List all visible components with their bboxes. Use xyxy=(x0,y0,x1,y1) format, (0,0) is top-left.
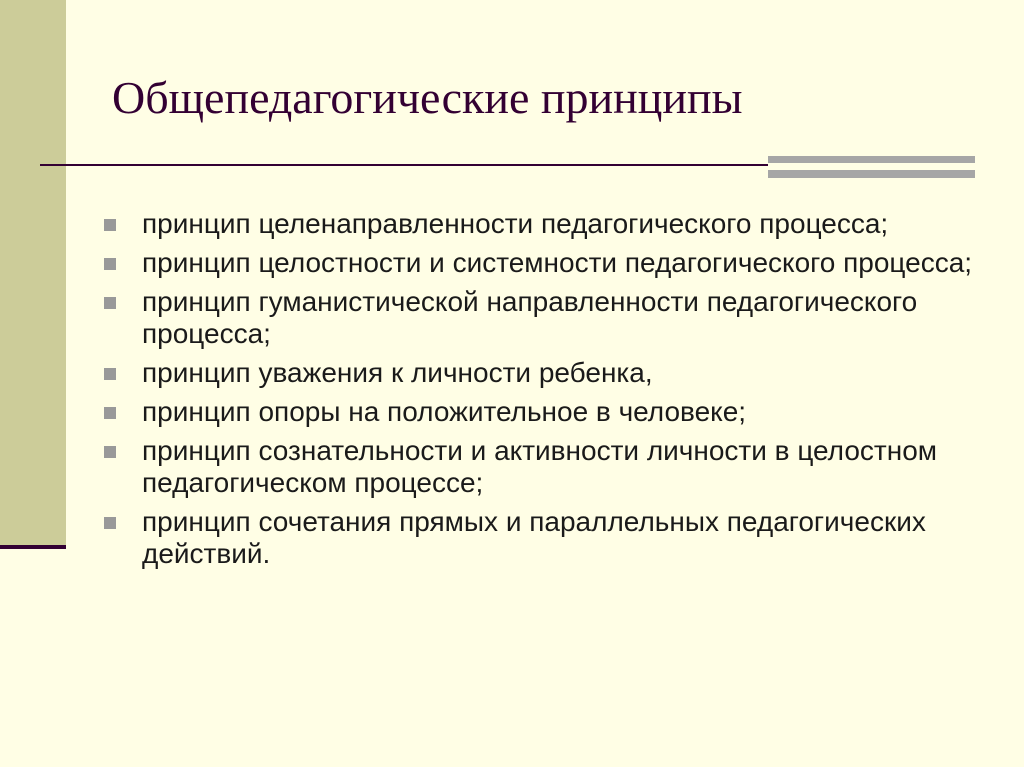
left-bar-underline xyxy=(0,545,66,549)
list-item-text: принцип целостности и системности педагогического процесса; xyxy=(142,247,973,278)
slide-title: Общепедагогические принципы xyxy=(112,72,743,123)
list-item xyxy=(104,286,984,350)
list-item-text: принцип сочетания прямых и параллельных педагогических действий. xyxy=(142,506,926,569)
list-item xyxy=(104,247,984,279)
list-item-text: принцип гуманистической направленности педагогического процесса; xyxy=(142,286,918,349)
bullet-list xyxy=(104,208,984,577)
square-bullet-icon xyxy=(104,517,116,529)
left-decorative-bar xyxy=(0,0,66,545)
list-item xyxy=(104,208,984,240)
title-divider-accent xyxy=(768,156,975,178)
list-item xyxy=(104,357,984,389)
accent-stripe-top xyxy=(768,156,975,163)
list-item xyxy=(104,506,984,570)
list-item-text: принцип целенаправленности педагогического процесса; xyxy=(142,208,889,239)
square-bullet-icon xyxy=(104,297,116,309)
list-item-text: принцип уважения к личности ребенка, xyxy=(142,357,653,388)
square-bullet-icon xyxy=(104,368,116,380)
square-bullet-icon xyxy=(104,258,116,270)
list-item xyxy=(104,435,984,499)
square-bullet-icon xyxy=(104,446,116,458)
square-bullet-icon xyxy=(104,219,116,231)
list-item-text: принцип опоры на положительное в человеке; xyxy=(142,396,747,427)
title-divider-line xyxy=(40,164,768,166)
list-item xyxy=(104,396,984,428)
list-item-text: принцип сознательности и активности личности в целостном педагогическом процессе; xyxy=(142,435,938,498)
square-bullet-icon xyxy=(104,407,116,419)
accent-stripe-bottom xyxy=(768,170,975,178)
